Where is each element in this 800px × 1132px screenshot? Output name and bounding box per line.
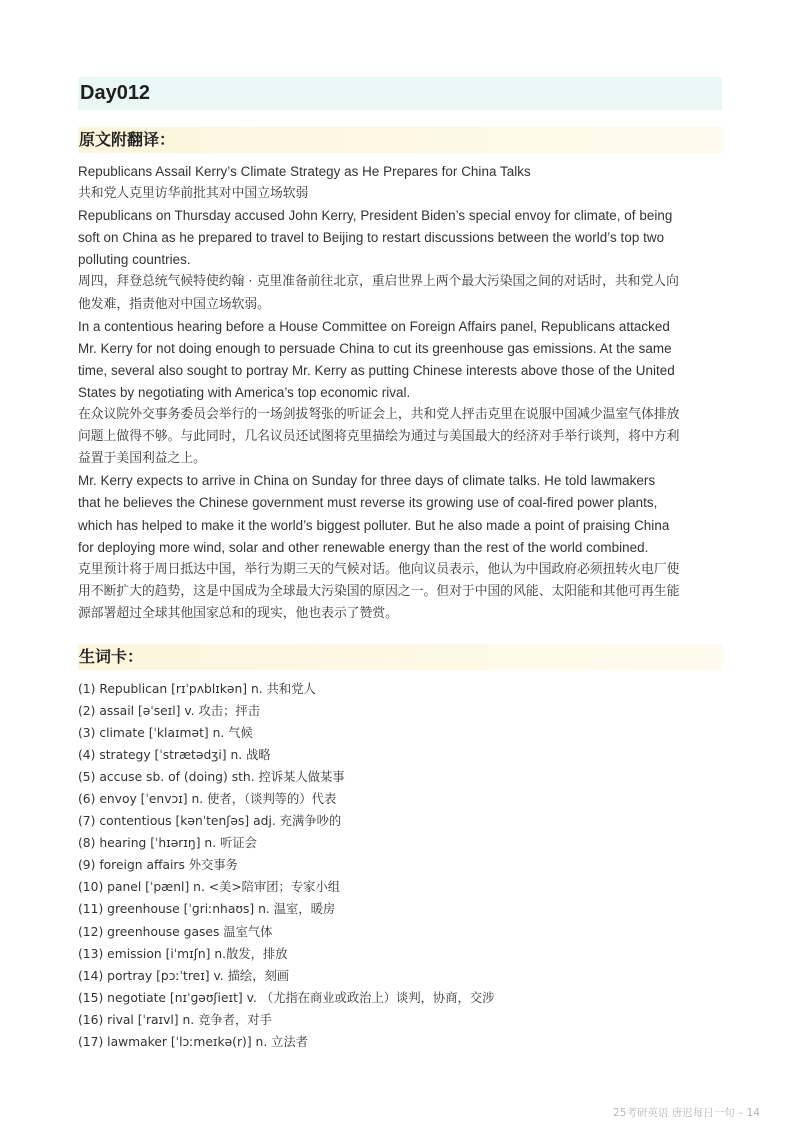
day-title: Day012 [78, 77, 722, 110]
article-line-chinese: 问题上做得不够。与此同时，几名议员还试图将克里描绘为通过与美国最大的经济对手举行谈判，将中方利 [78, 429, 680, 445]
article-line-english: Mr. Kerry expects to arrive in China on Sunday for three days of climate talks. He told lawmakers [78, 473, 656, 489]
article-line-chinese: 在众议院外交事务委员会举行的一场剑拔弩张的听证会上，共和党人抨击克里在说服中国减少温室气体排放 [78, 407, 680, 423]
article-line-english: States by negotiating with America’s top economic rival. [78, 384, 411, 400]
vocab-item: (9) foreign affairs 外交事务 [78, 858, 238, 873]
article-line-english: Republicans on Thursday accused John Kerry, President Biden’s special envoy for climate, of being [78, 208, 673, 224]
article-line-english: time, several also sought to portray Mr. Kerry as putting Chinese interests above those of the United [78, 362, 675, 378]
vocab-item: (11) greenhouse [ˈɡriːnhaʊs] n. 温室，暖房 [78, 902, 336, 917]
vocab-item: (13) emission [iˈmɪʃn] n.散发，排放 [78, 946, 288, 961]
article-line-chinese: 周四，拜登总统气候特使约翰 · 克里准备前往北京，重启世界上两个最大污染国之间的对话时，共和党人向 [78, 274, 679, 290]
section-heading-translation: 原文附翻译： [78, 127, 722, 153]
vocab-item: (16) rival [ˈraɪvl] n. 竞争者，对手 [78, 1012, 272, 1027]
vocab-item: (12) greenhouse gases 温室气体 [78, 924, 273, 939]
article-line-english: Mr. Kerry for not doing enough to persuade China to cut its greenhouse gas emissions. At the same [78, 340, 672, 356]
vocab-item: (6) envoy [ˈenvɔɪ] n. 使者，（谈判等的）代表 [78, 792, 337, 807]
section-heading-vocab: 生词卡： [78, 644, 722, 670]
article-body [78, 161, 722, 625]
vocab-item: (15) negotiate [nɪˈɡəʊʃieɪt] v. （尤指在商业或政治上）谈判，协商，交涉 [78, 990, 495, 1005]
page-footer: 25考研英语 唐迟每日一句 – 14 [613, 1107, 760, 1119]
article-line-english: In a contentious hearing before a House Committee on Foreign Affairs panel, Republicans attacked [78, 318, 670, 334]
vocab-item: (3) climate [ˈklaɪmət] n. 气候 [78, 726, 253, 741]
article-line-english: polluting countries. [78, 252, 191, 268]
vocab-item: (17) lawmaker [ˈlɔːmeɪkə(r)] n. 立法者 [78, 1034, 309, 1049]
article-line-chinese: 益置于美国利益之上。 [78, 451, 206, 467]
article-line-english: soft on China as he prepared to travel to Beijing to restart discussions between the world’s top two [78, 230, 665, 246]
article-line-chinese: 源部署超过全球其他国家总和的现实，他也表示了赞赏。 [78, 605, 398, 621]
article-line-english: that he believes the Chinese government must reverse its growing use of coal-fired power plants, [78, 495, 658, 511]
article-line-chinese: 共和党人克里访华前批其对中国立场软弱 [78, 186, 309, 202]
article-line-chinese: 克里预计将于周日抵达中国，举行为期三天的气候对话。他向议员表示，他认为中国政府必须扭转火电厂使 [78, 561, 680, 577]
article-line-english: which has helped to make it the world’s biggest polluter. But he also made a point of praising China [78, 517, 670, 533]
vocab-item: (7) contentious [kənˈtenʃəs] adj. 充满争吵的 [78, 814, 342, 829]
vocab-item: (8) hearing [ˈhɪərɪŋ] n. 听证会 [78, 836, 257, 851]
vocab-item: (2) assail [əˈseɪl] v. 攻击；抨击 [78, 704, 260, 719]
vocab-item: (10) panel [ˈpænl] n. <美>陪审团；专家小组 [78, 880, 341, 895]
article-line-chinese: 用不断扩大的趋势，这是中国成为全球最大污染国的原因之一。但对于中国的风能、太阳能和其他可再生能 [78, 583, 680, 599]
vocab-item: (5) accuse sb. of (doing) sth. 控诉某人做某事 [78, 770, 345, 785]
article-line-english: for deploying more wind, solar and other renewable energy than the rest of the world combined. [78, 539, 649, 555]
article-line-chinese: 他发难，指责他对中国立场软弱。 [78, 296, 270, 312]
vocab-item: (4) strategy [ˈstrætədʒi] n. 战略 [78, 748, 271, 763]
vocab-item: (14) portray [pɔːˈtreɪ] v. 描绘，刻画 [78, 968, 290, 983]
vocab-item: (1) Republican [rɪˈpʌblɪkən] n. 共和党人 [78, 682, 316, 696]
vocab-list [78, 678, 722, 1053]
article-line-english: Republicans Assail Kerry’s Climate Strategy as He Prepares for China Talks [78, 164, 531, 179]
